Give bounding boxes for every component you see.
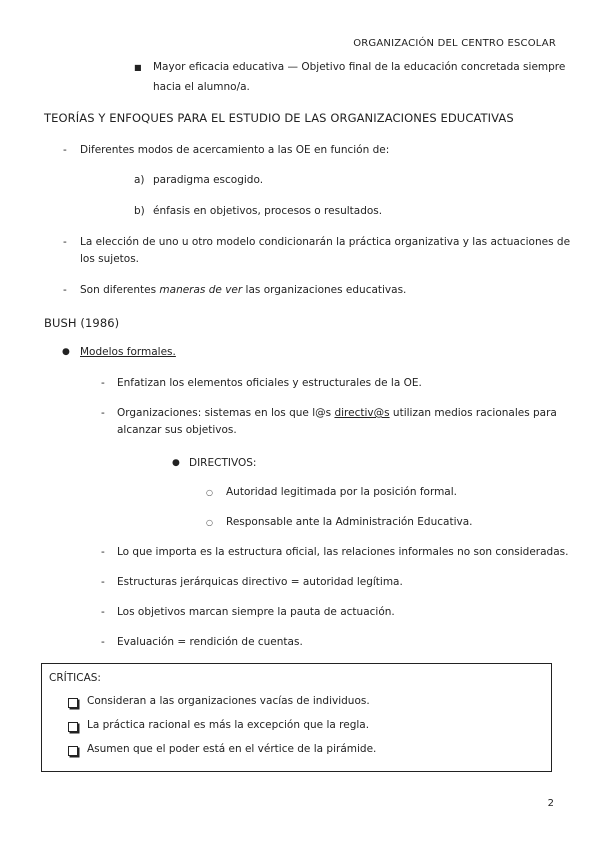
top-bullet-line1: Mayor eficacia educativa — Objetivo final de la educación concretada siempre [153, 61, 566, 73]
filled-bullet-icon: ● [172, 458, 180, 468]
page-number: 2 [547, 798, 554, 809]
dash-icon: - [63, 236, 67, 248]
bush-point-5: Los objetivos marcan siempre la pauta de actuación. [117, 606, 395, 618]
hollow-bullet-icon: ○ [206, 488, 213, 497]
checkbox-bullet-icon [68, 698, 78, 708]
square-bullet-icon: ■ [134, 63, 142, 72]
dash-icon: - [101, 636, 105, 648]
top-bullet-line2: hacia el alumno/a. [153, 81, 250, 93]
intro-item-1: Diferentes modos de acercamiento a las OE en función de: [80, 144, 390, 156]
dash-icon: - [101, 546, 105, 558]
bush-point-2-pre: Organizaciones: sistemas en los que l@s [117, 407, 335, 419]
sub-item-b-text: énfasis en objetivos, procesos o resultados. [153, 205, 383, 217]
critica-item: Consideran a las organizaciones vacías de individuos. [87, 695, 370, 707]
directivos-title: DIRECTIVOS: [189, 457, 257, 469]
intro-item-2-line1: La elección de uno u otro modelo condicionarán la práctica organizativa y las actuaciones de [80, 236, 571, 248]
intro-item-3 [80, 284, 406, 296]
bush-point-2-line1 [117, 407, 557, 419]
model-title: Modelos formales. [80, 346, 176, 358]
directivos-item: Autoridad legitimada por la posición formal. [226, 486, 457, 498]
bush-point-2-line2: alcanzar sus objetivos. [117, 424, 237, 436]
critica-item: La práctica racional es más la excepción que la regla. [87, 719, 370, 731]
filled-bullet-icon: ● [62, 347, 70, 357]
bush-point-2-post: utilizan medios racionales para [389, 407, 557, 419]
dash-icon: - [101, 377, 105, 389]
intro-item-3-pre: Son diferentes [80, 284, 160, 296]
checkbox-bullet-icon [68, 722, 78, 732]
criticas-title: CRÍTICAS: [49, 672, 101, 684]
sub-item-a-letter: a) [134, 174, 145, 186]
dash-icon: - [101, 407, 105, 419]
criticas-box [41, 663, 552, 772]
bush-title: BUSH (1986) [44, 316, 120, 330]
section-title: TEORÍAS Y ENFOQUES PARA EL ESTUDIO DE LAS ORGANIZACIONES EDUCATIVAS [44, 111, 514, 125]
intro-item-3-emphasis: maneras de ver [159, 284, 243, 296]
dash-icon: - [101, 606, 105, 618]
intro-item-2-line2: los sujetos. [80, 253, 140, 265]
bush-point-3: Lo que importa es la estructura oficial, las relaciones informales no son consideradas. [117, 546, 569, 558]
page-header: ORGANIZACIÓN DEL CENTRO ESCOLAR [353, 38, 556, 49]
hollow-bullet-icon: ○ [206, 518, 213, 527]
critica-item: Asumen que el poder está en el vértice de la pirámide. [87, 743, 377, 755]
dash-icon: - [63, 144, 67, 156]
dash-icon: - [63, 284, 67, 296]
intro-item-3-post: las organizaciones educativas. [242, 284, 407, 296]
sub-item-a-text: paradigma escogido. [153, 174, 264, 186]
directivos-underlined: directiv@s [334, 407, 390, 419]
bush-point-4: Estructuras jerárquicas directivo = autoridad legítima. [117, 576, 403, 588]
dash-icon: - [101, 576, 105, 588]
sub-item-b-letter: b) [134, 205, 145, 217]
directivos-item: Responsable ante la Administración Educativa. [226, 516, 473, 528]
bush-point-6: Evaluación = rendición de cuentas. [117, 636, 303, 648]
bush-point-1: Enfatizan los elementos oficiales y estructurales de la OE. [117, 377, 422, 389]
checkbox-bullet-icon [68, 746, 78, 756]
